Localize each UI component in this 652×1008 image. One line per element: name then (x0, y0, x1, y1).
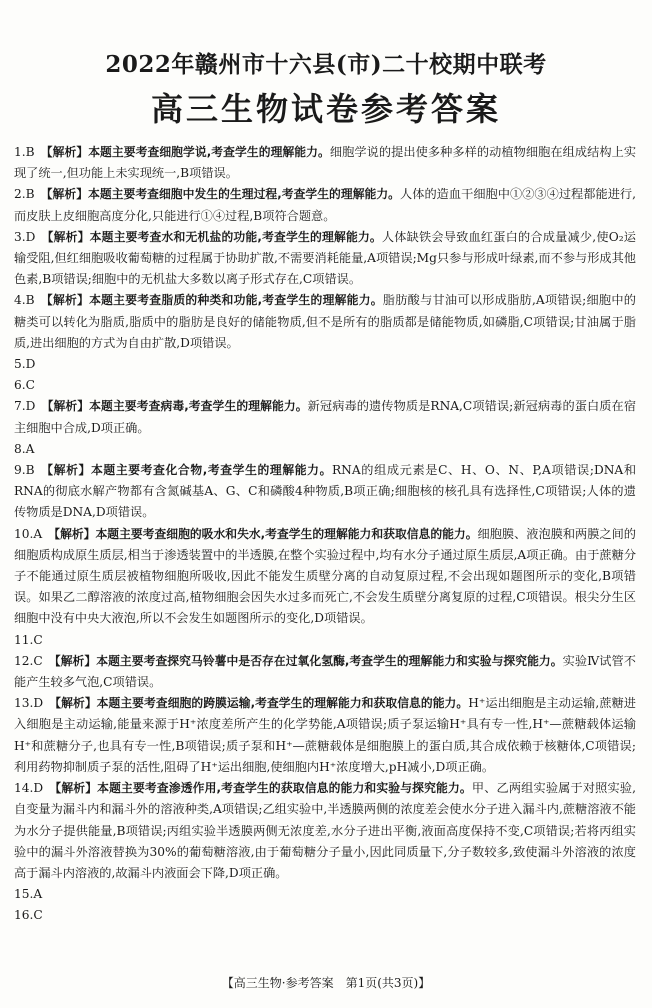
answer-number: 4.B (14, 293, 35, 308)
answer-item (14, 693, 636, 778)
analysis-tag: 【解析】 (48, 653, 97, 668)
answer-item (14, 630, 636, 651)
answer-item (14, 651, 636, 693)
answer-item (14, 439, 636, 460)
analysis-lead: 本题主要考查细胞中发生的生理过程,考查学生的理解能力。 (88, 187, 401, 202)
answer-item (14, 884, 636, 905)
answer-number: 15.A (14, 887, 43, 902)
exam-title: 2022年赣州市十六县(市)二十校期中联考 (105, 51, 547, 78)
analysis-text: H⁺运出细胞是主动运输,蔗糖进入细胞是主动运输,能量来源于H⁺浓度差所产生的化学势能,A项错误;质子泵运输H⁺具有专一性,H⁺—蔗糖载体运输H⁺和蔗糖分子,也具有专一性,B项错误;质子泵和H⁺—蔗糖载体是细胞膜上的蛋白质,其合成依赖于核糖体,C项错误;利用药物抑制质子泵的活性,阻碍了H⁺运出细胞,使细胞内H⁺浓度增大,pH减小,D项正确。 (14, 696, 636, 774)
answer-number: 9.B (14, 463, 35, 478)
analysis-lead: 本题主要考查化合物,考查学生的理解能力。 (90, 463, 332, 478)
analysis-text: 实验Ⅳ试管不能产生较多气泡,C项错误。 (14, 653, 636, 690)
answer-item (14, 184, 636, 226)
analysis-text: 细胞膜、液泡膜和两膜之间的细胞质构成原生质层,相当于渗透装置中的半透膜,在整个实验过程中,均有水分子通过原生质层,A项正确。由于蔗糖分子不能通过原生质层被植物细胞所吸收,因此不能发生质壁分离的自动复原过程,不会出现如题图所示的变化,B项错误。如果乙二醇溶液的浓度过高,植物细胞会因失水过多而死亡,不会发生质壁分离复原的过程,C项错误。根尖分生区细胞中没有中央大液泡,所以不会发生如题图所示的变化,D项错误。 (14, 526, 637, 626)
answer-number: 5.D (14, 357, 36, 372)
answer-number: 1.B (14, 145, 35, 159)
answer-item (14, 375, 636, 396)
analysis-tag: 【解析】 (40, 293, 90, 308)
analysis-lead: 本题主要考查细胞的吸水和失水,考查学生的理解能力和获取信息的能力。 (95, 526, 478, 541)
analysis-text: 甲、乙两组实验属于对照实验,自变量为漏斗内和漏斗外的溶液种类,A项错误;乙组实验中,半透膜两侧的浓度差会使水分子进入漏斗内,蔗糖溶液不能为水分子提供能量,B项错误;丙组实验半透膜两侧无浓度差,水分子进出平衡,液面高度保持不变,C项错误;若将丙组实验中的漏斗外溶液替换为30%的葡萄糖溶液,由于葡萄糖分子量小,因此同质量下,分子数较多,致使漏斗外溶液的浓度高于漏斗内溶液的,故漏斗内液面会下降,D项正确。 (14, 781, 637, 880)
answer-number: 7.D (14, 399, 36, 414)
analysis-tag: 【解析】 (48, 526, 96, 541)
answer-number: 16.C (14, 908, 43, 923)
analysis-lead: 本题主要考查探究马铃薯中是否存在过氧化氢酶,考查学生的理解能力和实验与探究能力。 (96, 653, 563, 668)
answer-item (14, 142, 636, 184)
answer-number: 2.B (14, 187, 35, 202)
answer-number: 8.A (14, 441, 35, 456)
page-footer: 【高三生物·参考答案 第1页(共3页)】 (221, 976, 431, 990)
answer-item (14, 905, 636, 926)
analysis-text: 人体的造血干细胞中①②③④过程都能进行,而皮肤上皮细胞高度分化,只能进行①④过程,B项符合题意。 (14, 187, 636, 223)
analysis-text: 新冠病毒的遗传物质是RNA,C项错误;新冠病毒的蛋白质在宿主细胞中合成,D项正确。 (14, 399, 637, 435)
analysis-lead: 本题主要考查病毒,考查学生的理解能力。 (89, 399, 308, 414)
answer-number: 12.C (14, 653, 43, 668)
analysis-lead: 本题主要考查细胞学说,考查学生的理解能力。 (88, 145, 330, 159)
answer-number: 14.D (14, 781, 44, 796)
analysis-text: 人体缺铁会导致血红蛋白的合成量减少,使O₂运输受阻,但红细胞吸收葡萄糖的过程属于协助扩散,不需要消耗能量,A项错误;Mg只参与形成叶绿素,而不参与形成其他色素,B项错误;细胞中的无机盐大多数以离子形式存在,C项错误。 (14, 229, 636, 287)
answer-number: 11.C (14, 632, 43, 647)
analysis-text: 细胞学说的提出使多种多样的动植物细胞在组成结构上实现了统一,但功能上未实现统一,B项错误。 (14, 145, 637, 181)
answer-item (14, 524, 636, 630)
answer-list (14, 142, 636, 927)
answer-item (14, 290, 636, 354)
analysis-lead: 本题主要考查脂质的种类和功能,考查学生的理解能力。 (89, 293, 383, 308)
analysis-tag: 【解析】 (40, 145, 89, 159)
answer-item (14, 460, 636, 524)
answer-number: 10.A (14, 526, 43, 541)
answer-item (14, 396, 636, 438)
document-subtitle: 高三生物试卷参考答案 (150, 90, 501, 128)
analysis-tag: 【解析】 (49, 781, 98, 796)
analysis-tag: 【解析】 (40, 187, 89, 202)
answer-item (14, 227, 636, 291)
analysis-lead: 本题主要考查渗透作用,考查学生的获取信息的能力和实验与探究能力。 (97, 781, 472, 796)
analysis-text: 脂肪酸与甘油可以形成脂肪,A项错误;细胞中的糖类可以转化为脂质,脂质中的脂肪是良好的储能物质,但不是所有的脂质都是储能物质,如磷脂,C项错误;甘油属于脂质,进出细胞的方式为自由扩散,D项错误。 (14, 293, 636, 350)
analysis-tag: 【解析】 (40, 463, 91, 478)
analysis-lead: 本题主要考查水和无机盐的功能,考查学生的理解能力。 (89, 229, 382, 244)
analysis-tag: 【解析】 (41, 399, 90, 414)
answer-item (14, 778, 636, 884)
answer-number: 6.C (14, 378, 35, 393)
answer-number: 3.D (14, 229, 36, 244)
analysis-lead: 本题主要考查细胞的跨膜运输,考查学生的理解能力和获取信息的能力。 (96, 696, 469, 711)
analysis-text: RNA的组成元素是C、H、O、N、P,A项错误;DNA和RNA的彻底水解产物都有含氮碱基A、G、C和磷酸4种物质,B项正确;细胞核的核孔具有选择性,C项错误;人体的遗传物质是DNA,D项错误。 (14, 463, 637, 520)
analysis-tag: 【解析】 (41, 229, 90, 244)
answer-item (14, 354, 636, 375)
analysis-tag: 【解析】 (49, 696, 97, 711)
answer-number: 13.D (14, 696, 44, 711)
